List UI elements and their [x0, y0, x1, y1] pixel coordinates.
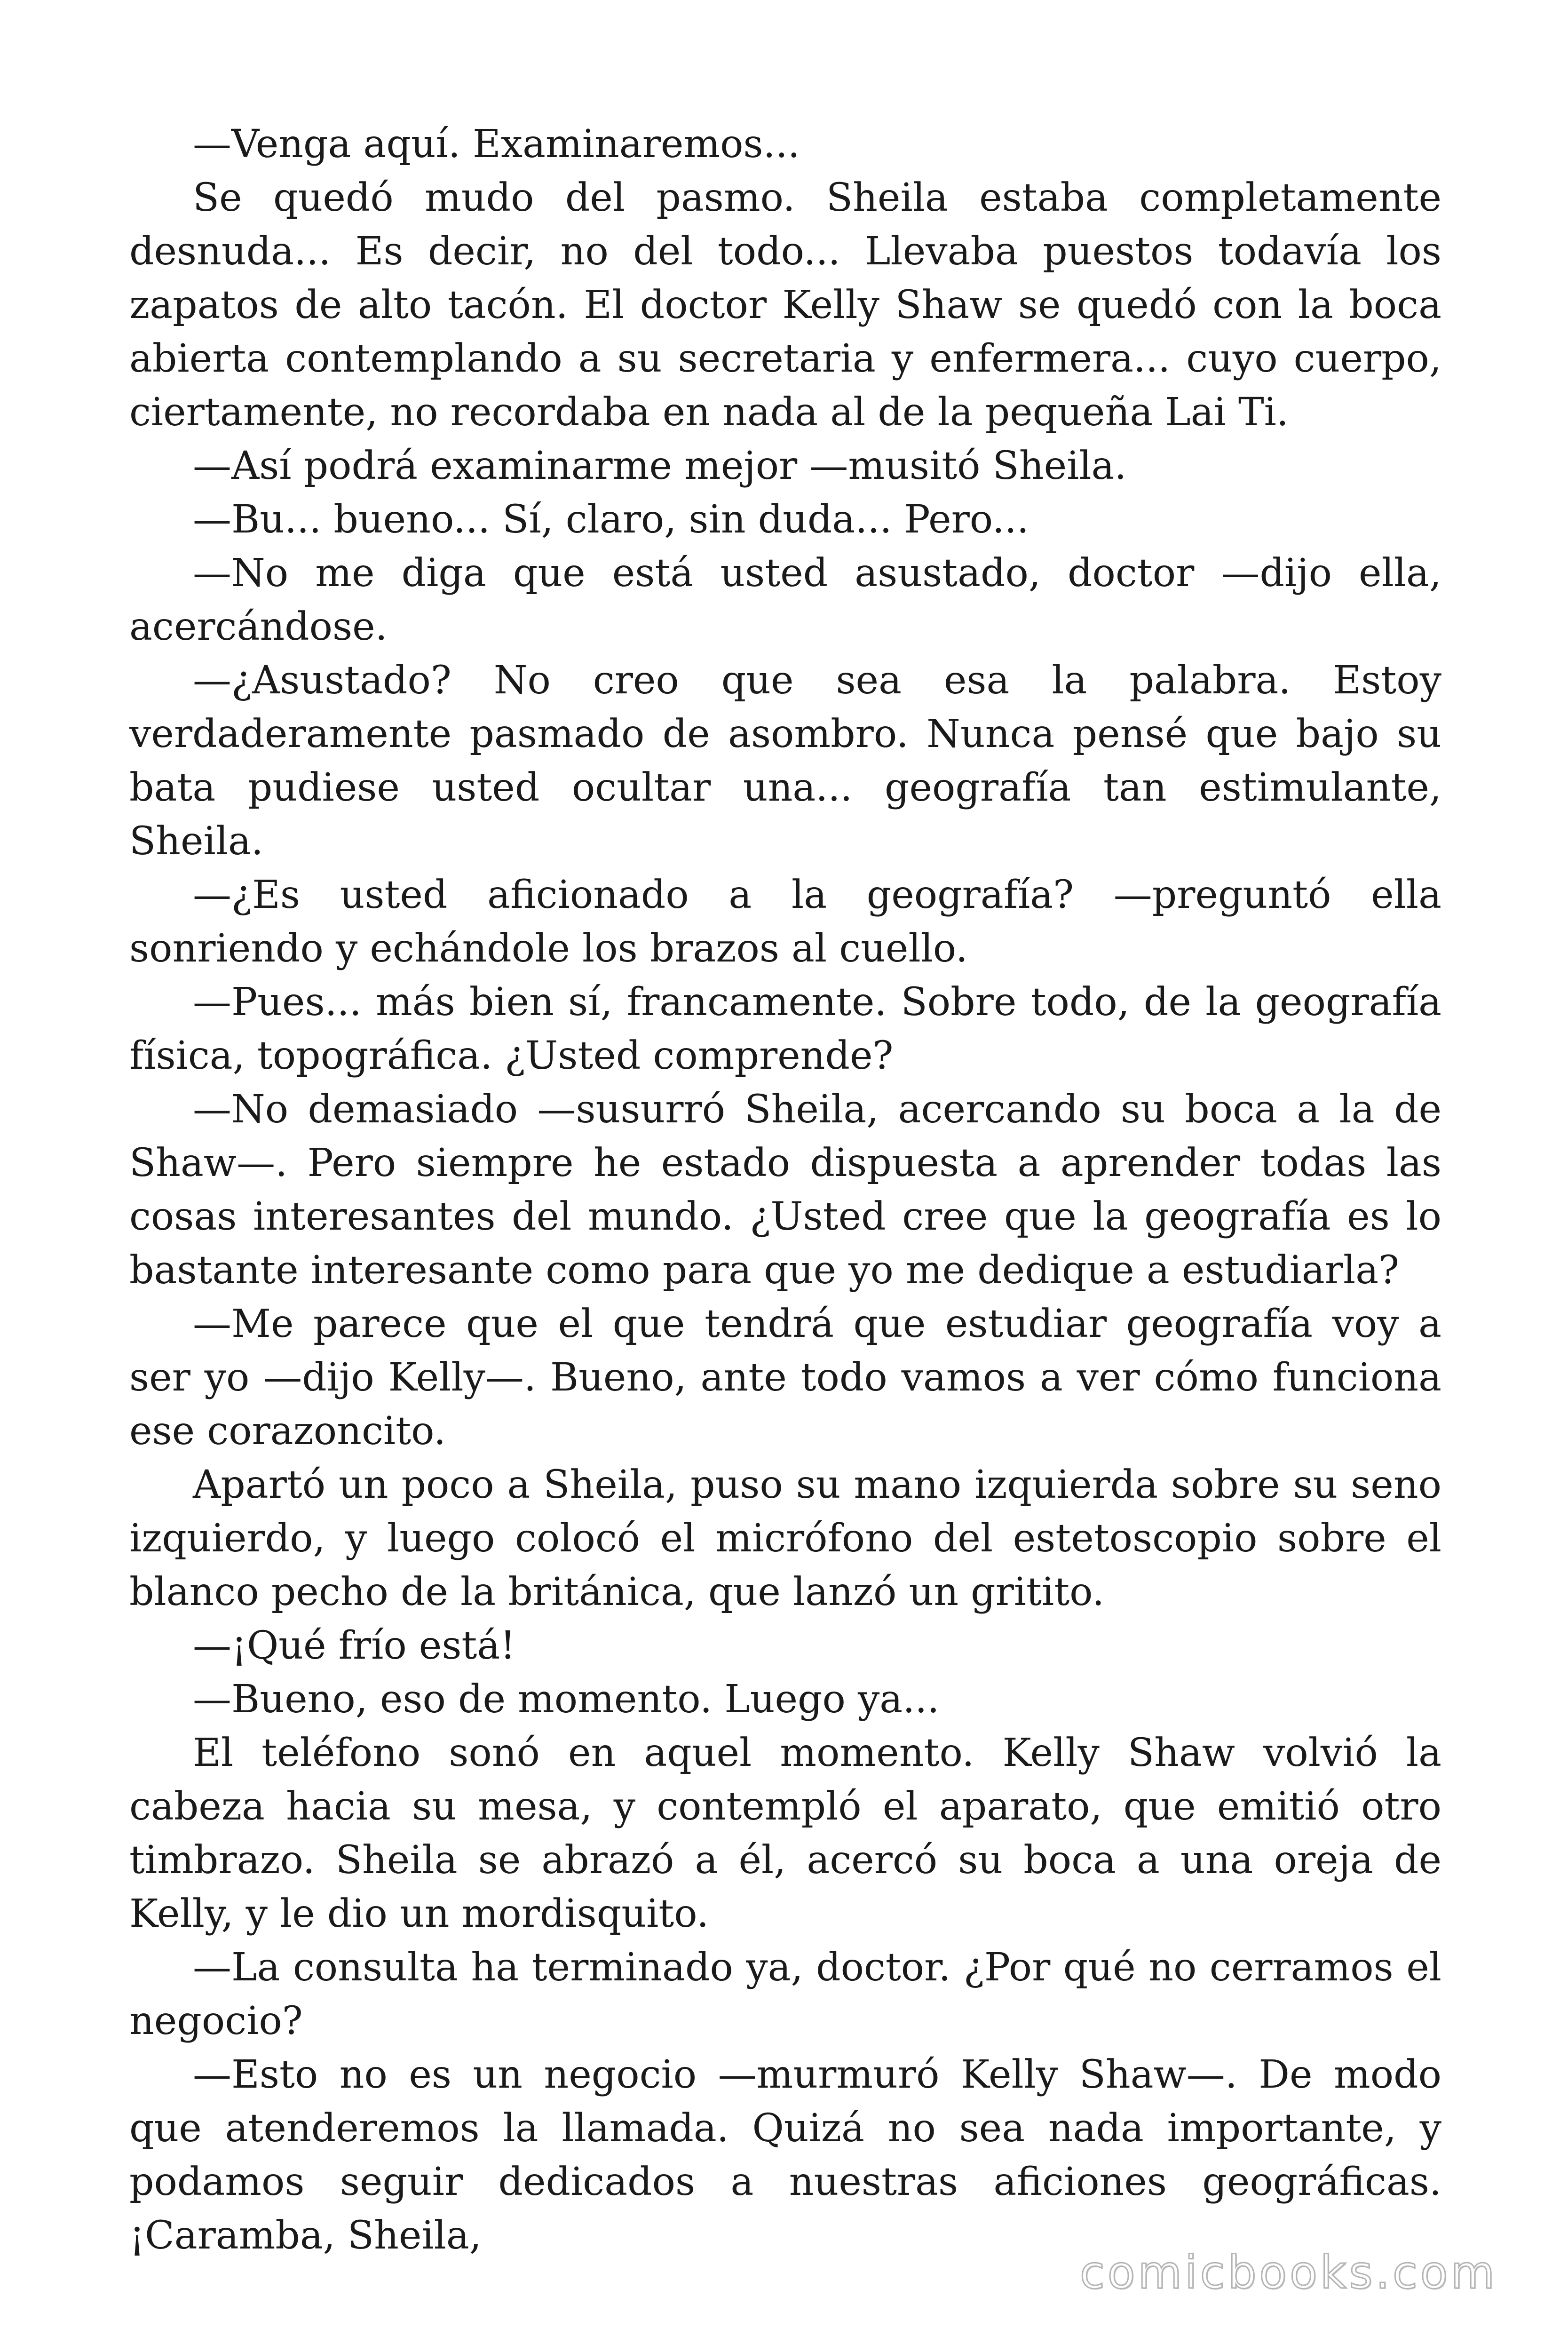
paragraph-7: —¿Es usted aficionado a la geografía? —preguntó ella sonriendo y echándole los brazos al cuello. [129, 873, 1441, 971]
body-text [129, 118, 1441, 2263]
paragraph-1: —Venga aquí. Examinaremos... [193, 122, 800, 167]
paragraph-4: —Bu... bueno... Sí, claro, sin duda... Pero... [193, 497, 1029, 542]
paragraph-12: —¡Qué frío está! [193, 1623, 516, 1668]
paragraph-2: Se quedó mudo del pasmo. Sheila estaba completamente desnuda... Es decir, no del todo... Llevaba puestos todavía los zapatos de alto tacón. El doctor Kelly Shaw se quedó con la boca abierta contemplando a su secretaria y enfermera... cuyo cuerpo, ciertamente, no recordaba en nada al de la pequeña Lai Ti. [129, 175, 1441, 435]
paragraph-16: —Esto no es un negocio —murmuró Kelly Shaw—. De modo que atenderemos la llamada. Quizá no sea nada importante, y podamos seguir dedicados a nuestras aficiones geográficas. ¡Caramba, Sheila, [129, 2052, 1441, 2258]
watermark: comicbooks.com [1079, 2246, 1497, 2299]
paragraph-3: —Así podrá examinarme mejor —musitó Sheila. [193, 444, 1127, 488]
paragraph-13: —Bueno, eso de momento. Luego ya... [193, 1677, 940, 1722]
paragraph-9: —No demasiado —susurró Sheila, acercando su boca a la de Shaw—. Pero siempre he estado dispuesta a aprender todas las cosas interesantes del mundo. ¿Usted cree que la geografía es lo bastante interesante como para que yo me dedique a estudiarla? [129, 1087, 1441, 1293]
paragraph-14: El teléfono sonó en aquel momento. Kelly Shaw volvió la cabeza hacia su mesa, y contempló el aparato, que emitió otro timbrazo. Sheila se abrazó a él, acercó su boca a una oreja de Kelly, y le dio un mordisquito. [129, 1731, 1441, 1936]
paragraph-5: —No me diga que está usted asustado, doctor —dijo ella, acercándose. [129, 551, 1441, 649]
paragraph-15: —La consulta ha terminado ya, doctor. ¿Por qué no cerramos el negocio? [129, 1945, 1441, 2043]
paragraph-10: —Me parece que el que tendrá que estudiar geografía voy a ser yo —dijo Kelly—. Bueno, ante todo vamos a ver cómo funciona ese corazoncito. [129, 1302, 1441, 1454]
paragraph-6: —¿Asustado? No creo que sea esa la palabra. Estoy verdaderamente pasmado de asombro. Nunca pensé que bajo su bata pudiese usted ocultar una... geografía tan estimulante, Sheila. [129, 658, 1441, 864]
paragraph-11: Apartó un poco a Sheila, puso su mano izquierda sobre su seno izquierdo, y luego colocó el micrófono del estetoscopio sobre el blanco pecho de la británica, que lanzó un gritito. [129, 1462, 1441, 1614]
paragraph-8: —Pues... más bien sí, francamente. Sobre todo, de la geografía física, topográfica. ¿Usted comprende? [129, 980, 1441, 1078]
